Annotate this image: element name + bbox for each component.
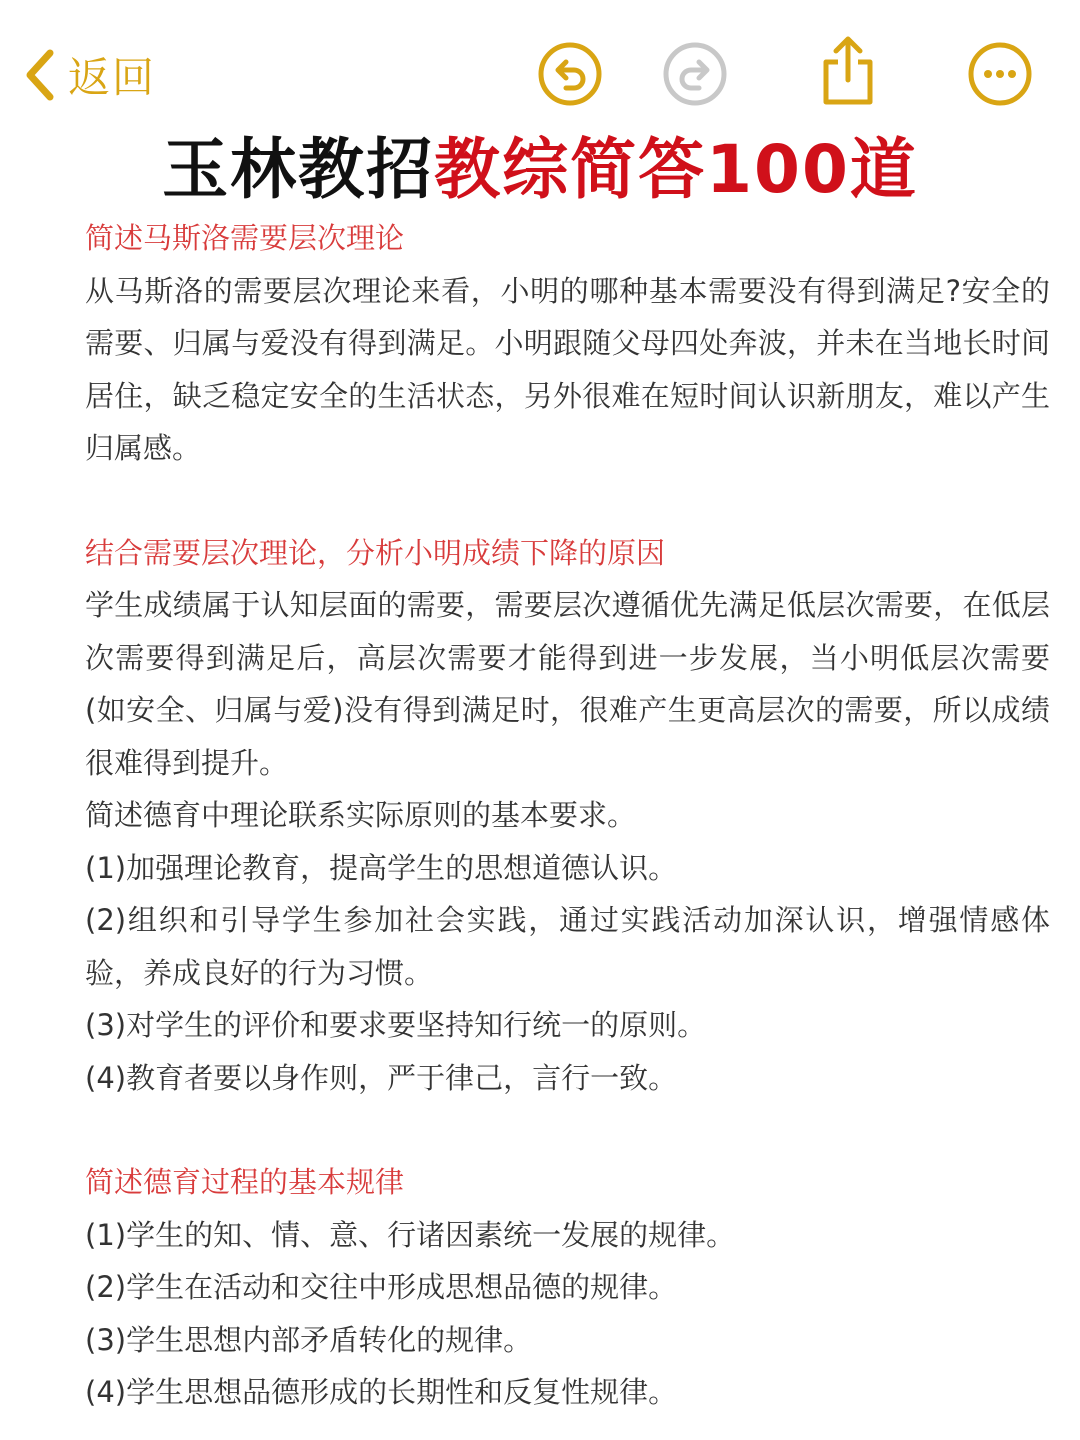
page-title bbox=[0, 132, 1080, 208]
blank-line bbox=[85, 475, 1050, 527]
paragraph: 学生成绩属于认知层面的需要，需要层次遵循优先满足低层次需要，在低层次需要得到满足后，高层次需要才能得到进一步发展，当小明低层次需要(如安全、归属与爱)没有得到满足时，很难产生更高层次的需要，所以成绩很难得到提升。 bbox=[85, 588, 1050, 780]
title-part-black: 玉林教招 bbox=[162, 131, 435, 208]
redo-icon bbox=[661, 40, 729, 108]
more-button[interactable] bbox=[966, 40, 1034, 108]
note-content[interactable] bbox=[85, 212, 1050, 1419]
paragraph: (2)组织和引导学生参加社会实践，通过实践活动加深认识，增强情感体验，养成良好的行为习惯。 bbox=[85, 903, 1050, 990]
share-button[interactable] bbox=[814, 34, 882, 102]
blank-line bbox=[85, 1104, 1050, 1156]
share-icon bbox=[814, 34, 882, 108]
more-icon bbox=[966, 40, 1034, 108]
paragraph: (2)学生在活动和交往中形成思想品德的规律。 bbox=[85, 1270, 678, 1304]
paragraph: 从马斯洛的需要层次理论来看，小明的哪种基本需要没有得到满足?安全的需要、归属与爱没有得到满足。小明跟随父母四处奔波，并未在当地长时间居住，缺乏稳定安全的生活状态，另外很难在短时间认识新朋友，难以产生归属感。 bbox=[85, 273, 1050, 465]
top-toolbar bbox=[0, 0, 1080, 130]
chevron-left-icon bbox=[22, 47, 56, 103]
title-part-red: 教综简答100道 bbox=[434, 131, 918, 208]
undo-icon bbox=[536, 40, 604, 108]
section-heading: 简述马斯洛需要层次理论 bbox=[85, 221, 405, 255]
back-label: 返回 bbox=[68, 53, 157, 102]
paragraph: (1)学生的知、情、意、行诸因素统一发展的规律。 bbox=[85, 1217, 736, 1252]
paragraph: (4)学生思想品德形成的长期性和反复性规律。 bbox=[85, 1375, 678, 1409]
paragraph: (1)加强理论教育，提高学生的思想道德认识。 bbox=[85, 850, 678, 885]
undo-button[interactable] bbox=[536, 40, 604, 108]
back-button[interactable] bbox=[22, 40, 156, 110]
section-heading: 简述德育过程的基本规律 bbox=[85, 1165, 405, 1199]
section-heading: 结合需要层次理论，分析小明成绩下降的原因 bbox=[85, 535, 666, 570]
paragraph: (3)学生思想内部矛盾转化的规律。 bbox=[85, 1322, 533, 1357]
redo-button[interactable] bbox=[661, 40, 729, 108]
paragraph: 简述德育中理论联系实际原则的基本要求。 bbox=[85, 798, 637, 832]
paragraph: (4)教育者要以身作则，严于律己，言行一致。 bbox=[85, 1060, 678, 1095]
paragraph: (3)对学生的评价和要求要坚持知行统一的原则。 bbox=[85, 1008, 707, 1042]
